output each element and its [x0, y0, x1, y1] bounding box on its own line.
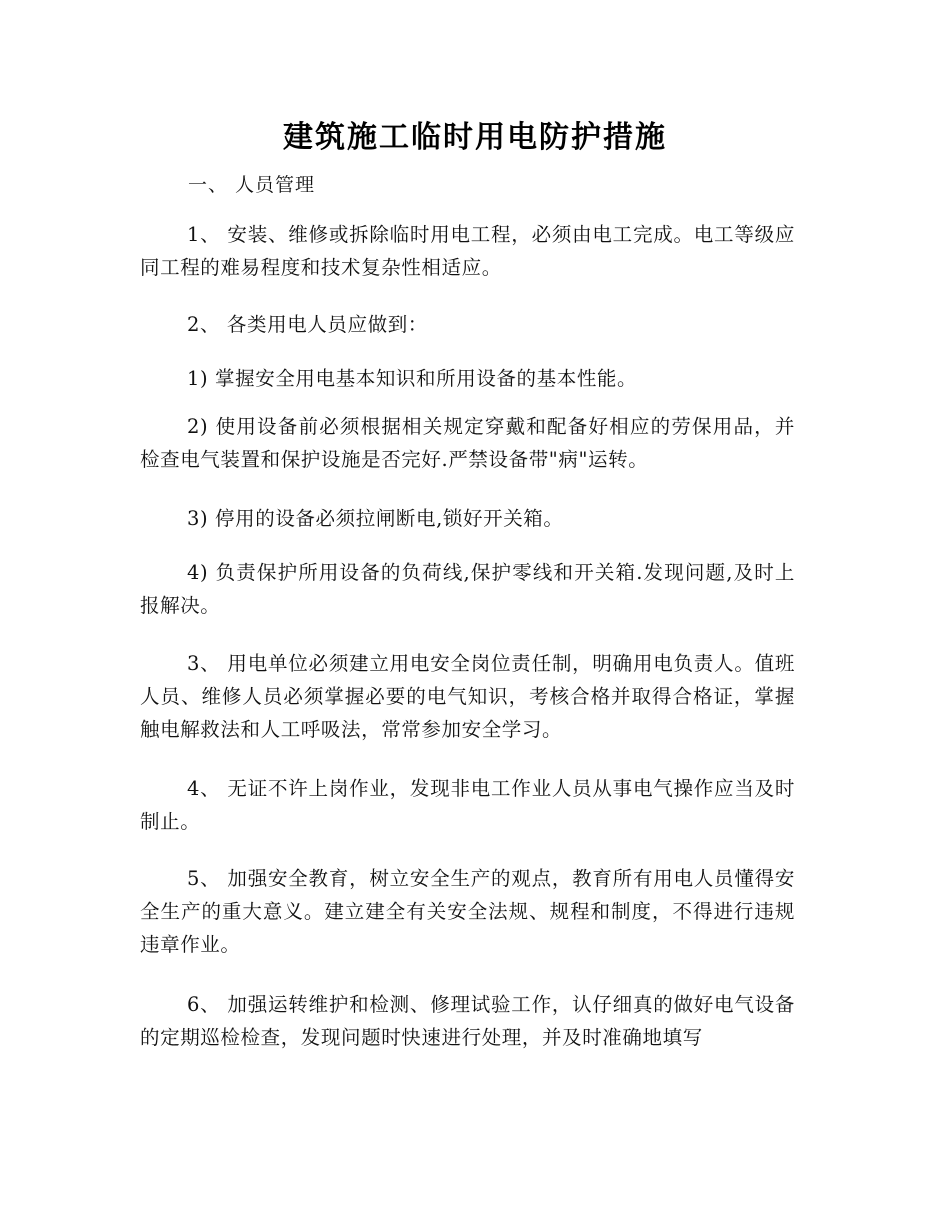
paragraph: 1、 安装、维修或拆除临时用电工程，必须由电工完成。电工等级应同工程的难易程度和技术复杂性相适应。 [140, 223, 795, 279]
paragraph: 3) 停用的设备必须拉闸断电,锁好开关箱。 [187, 507, 564, 530]
paragraph: 1) 掌握安全用电基本知识和所用设备的基本性能。 [187, 367, 638, 390]
paragraph: 5、 加强安全教育，树立安全生产的观点，教育所有用电人员懂得安全生产的重大意义。建立建全有关安全法规、规程和制度，不得进行违规违章作业。 [140, 867, 795, 956]
section-heading: 一、 人员管理 [188, 174, 316, 196]
paragraph: 4) 负责保护所用设备的负荷线,保护零线和开关箱.发现问题,及时上报解决。 [140, 561, 795, 617]
paragraph: 4、 无证不许上岗作业，发现非电工作业人员从事电气操作应当及时制止。 [140, 777, 795, 833]
paragraph: 2、 各类用电人员应做到： [187, 313, 428, 336]
document-title: 建筑施工临时用电防护措施 [283, 120, 667, 155]
paragraph: 6、 加强运转维护和检测、修理试验工作，认仔细真的做好电气设备的定期巡检检查，发现问题时快速进行处理，并及时准确地填写 [140, 993, 795, 1049]
paragraph: 3、 用电单位必须建立用电安全岗位责任制，明确用电负责人。值班人员、维修人员必须掌握必要的电气知识，考核合格并取得合格证，掌握触电解救法和人工呼吸法，常常参加安全学习。 [140, 652, 795, 741]
paragraph: 2) 使用设备前必须根据相关规定穿戴和配备好相应的劳保用品，并检查电气装置和保护设施是否完好.严禁设备带"病"运转。 [140, 415, 795, 471]
